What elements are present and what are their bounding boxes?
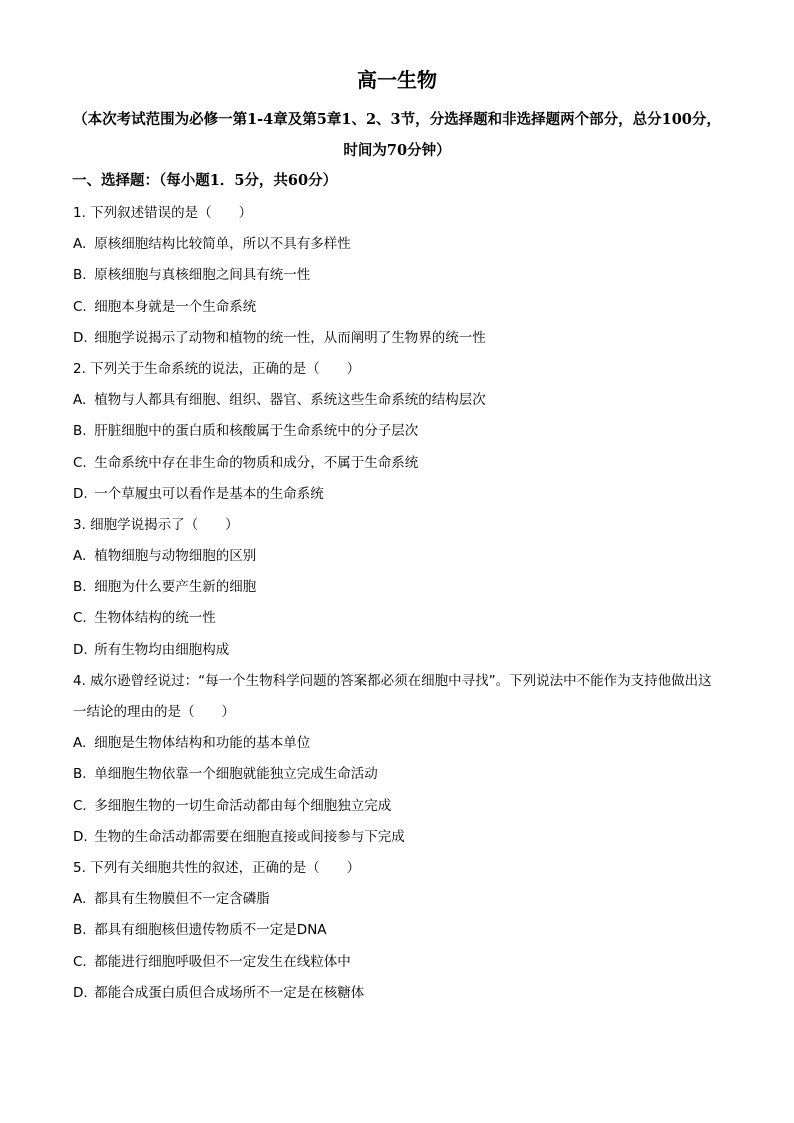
question-1 — [73, 198, 723, 354]
option-text: 原核细胞结构比较简单，所以不具有多样性 — [94, 236, 351, 253]
option-letter: C. — [73, 298, 87, 315]
option-letter: A. — [73, 548, 87, 565]
question-stem: 4. 威尔逊曾经说过：“每一个生物科学问题的答案都必须在细胞中寻找”。下列说法中不能作为支持他做出这一结论的理由的是（ ） — [73, 672, 712, 721]
option-letter: B. — [73, 766, 87, 783]
section-heading: 一、选择题：（每小题1．5分，共60分） — [72, 172, 338, 189]
option-letter: D. — [73, 485, 88, 502]
option-text: 都具有生物膜但不一定含磷脂 — [94, 891, 270, 908]
option-text: 细胞为什么要产生新的细胞 — [94, 579, 257, 596]
option-d[interactable] — [73, 479, 723, 510]
option-c[interactable] — [73, 448, 723, 479]
option-letter: B. — [73, 267, 87, 284]
option-letter: B. — [73, 579, 87, 596]
option-text: 原核细胞与真核细胞之间具有统一性 — [94, 267, 311, 284]
option-text: 都能进行细胞呼吸但不一定发生在线粒体中 — [94, 953, 351, 970]
option-c[interactable] — [73, 791, 723, 822]
option-a[interactable] — [73, 728, 723, 759]
option-text: 植物与人都具有细胞、组织、器官、系统这些生命系统的结构层次 — [94, 392, 486, 409]
option-text: 生命系统中存在非生命的物质和成分，不属于生命系统 — [94, 454, 419, 471]
option-text: 植物细胞与动物细胞的区别 — [94, 548, 257, 565]
option-letter: C. — [73, 797, 87, 814]
option-c[interactable] — [73, 603, 723, 634]
option-d[interactable] — [73, 323, 723, 354]
option-b[interactable] — [73, 759, 723, 790]
question-3 — [73, 510, 723, 666]
option-text: 所有生物均由细胞构成 — [94, 641, 230, 658]
question-stem: 3. 细胞学说揭示了（ ） — [73, 516, 239, 533]
option-a[interactable] — [73, 229, 723, 260]
question-5 — [73, 853, 723, 1009]
option-letter: A. — [73, 392, 87, 409]
exam-scope-note: （本次考试范围为必修一第1-4章及第5章1、2、3节，分选择题和非选择题两个部分，总分100分，时间为70分钟） — [73, 111, 721, 159]
option-letter: D. — [73, 641, 88, 658]
option-letter: D. — [73, 828, 88, 845]
option-b[interactable] — [73, 260, 723, 291]
option-letter: A. — [73, 236, 87, 253]
option-b[interactable] — [73, 572, 723, 603]
option-text: 一个草履虫可以看作是基本的生命系统 — [94, 485, 324, 502]
option-text: 细胞学说揭示了动物和植物的统一性，从而阐明了生物界的统一性 — [94, 329, 486, 346]
option-b[interactable] — [73, 915, 723, 946]
option-c[interactable] — [73, 292, 723, 323]
option-letter: A. — [73, 891, 87, 908]
option-letter: C. — [73, 454, 87, 471]
page-title: 高一生物 — [357, 68, 437, 92]
option-text: 都能合成蛋白质但合成场所不一定是在核糖体 — [94, 984, 365, 1001]
option-letter: D. — [73, 984, 88, 1001]
option-text: 生物的生命活动都需要在细胞直接或间接参与下完成 — [94, 828, 405, 845]
option-d[interactable] — [73, 822, 723, 853]
option-letter: C. — [73, 610, 87, 627]
question-stem: 2. 下列关于生命系统的说法，正确的是（ ） — [73, 360, 361, 377]
option-c[interactable] — [73, 947, 723, 978]
option-a[interactable] — [73, 541, 723, 572]
option-a[interactable] — [73, 884, 723, 915]
option-letter: D. — [73, 329, 88, 346]
question-4 — [73, 666, 723, 853]
option-text: 细胞本身就是一个生命系统 — [94, 298, 257, 315]
question-stem: 1. 下列叙述错误的是（ ） — [73, 205, 253, 221]
option-text: 细胞是生物体结构和功能的基本单位 — [94, 735, 311, 752]
option-text: 肝脏细胞中的蛋白质和核酸属于生命系统中的分子层次 — [94, 423, 419, 440]
option-a[interactable] — [73, 385, 723, 416]
option-text: 单细胞生物依靠一个细胞就能独立完成生命活动 — [94, 766, 378, 783]
option-d[interactable] — [73, 978, 723, 1009]
option-text: 生物体结构的统一性 — [94, 610, 216, 627]
option-text: 都具有细胞核但遗传物质不一定是DNA — [94, 922, 327, 939]
option-letter: A. — [73, 735, 87, 752]
question-stem: 5. 下列有关细胞共性的叙述，正确的是（ ） — [73, 859, 361, 876]
option-letter: B. — [73, 423, 87, 440]
option-b[interactable] — [73, 416, 723, 447]
option-letter: C. — [73, 953, 87, 970]
question-2 — [73, 354, 723, 510]
option-letter: B. — [73, 922, 87, 939]
question-list — [73, 198, 723, 1009]
option-d[interactable] — [73, 635, 723, 666]
option-text: 多细胞生物的一切生命活动都由每个细胞独立完成 — [94, 797, 392, 814]
